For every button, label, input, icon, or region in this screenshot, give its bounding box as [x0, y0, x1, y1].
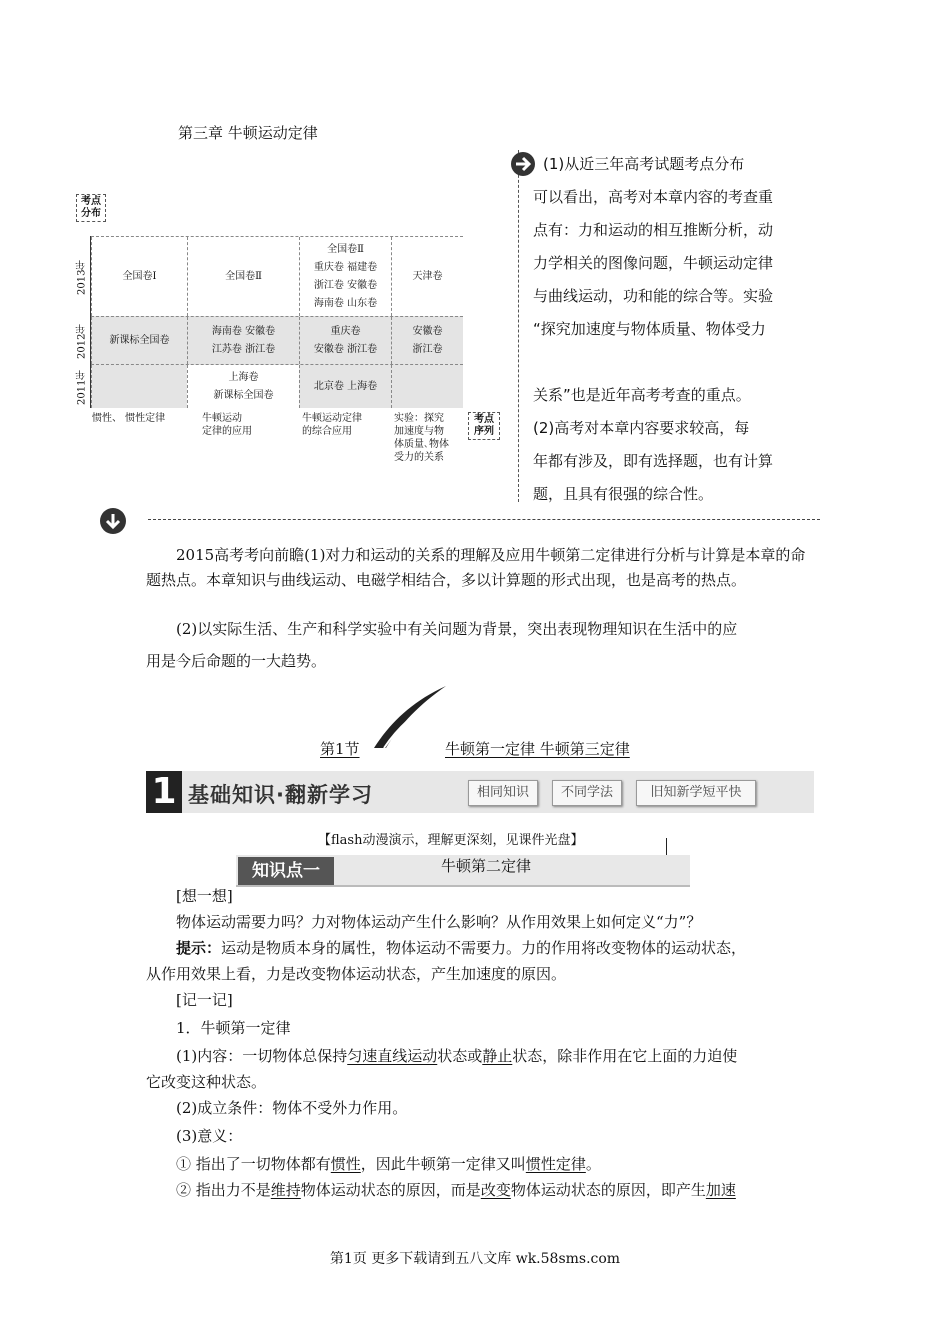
- analysis-line: 力学相关的图像问题，牛顿运动定律: [533, 254, 774, 272]
- law-content-line: (1)内容：一切物体总保持匀速直线运动状态或静止状态，除非作用在它上面的力迫使: [176, 1047, 738, 1065]
- law-condition: (2)成立条件：物体不受外力作用。: [176, 1099, 408, 1117]
- chip-different-method[interactable]: 不同学法: [552, 780, 622, 806]
- analysis-line: 与曲线运动，功和能的综合等。实验: [533, 287, 774, 305]
- table-cell: 天津卷: [391, 237, 463, 316]
- blank-answer: 惯性定律: [525, 1155, 586, 1173]
- table-cell: 北京卷 上海卷: [299, 365, 391, 408]
- table-cell: 安徽卷 浙江卷: [391, 317, 463, 364]
- table-cell: [391, 365, 463, 408]
- knowledge-point-title: 牛顿第二定律: [441, 857, 532, 875]
- category-label: 牛顿运动定律 的综合应用: [302, 413, 362, 437]
- page-footer: 第1页 更多下载请到五八文库 wk.58sms.com: [329, 1251, 621, 1267]
- hint-text: 运动是物质本身的属性，物体运动不需要力。力的作用将改变物体的运动状态，: [221, 939, 747, 957]
- blank-answer: 惯性: [330, 1155, 361, 1173]
- table-cell: 重庆卷 安徽卷 浙江卷: [299, 317, 391, 364]
- hint-label: 提示：: [176, 939, 222, 957]
- law-title: 1．牛顿第一定律: [176, 1019, 291, 1037]
- row-2013: [76, 236, 463, 316]
- year-label: 2011年: [76, 369, 88, 405]
- row-2011: [76, 364, 463, 408]
- arrow-right-icon: [511, 152, 535, 176]
- table-cell: 全国卷Ⅱ: [187, 237, 299, 316]
- forecast-paragraph-1: 2015高考考向前瞻(1)对力和运动的关系的理解及应用牛顿第二定律进行分析与计算是本章的命题热点。本章知识与曲线运动、电磁学相结合，多以计算题的形式出现，也是高考的热点。: [146, 546, 806, 589]
- table-cell: 上海卷 新课标全国卷: [187, 365, 299, 408]
- swoosh-decoration: [370, 684, 450, 750]
- analysis-line: 可以看出，高考对本章内容的考查重: [533, 188, 774, 206]
- banner-title: 基础知识·翻新学习: [188, 783, 373, 807]
- analysis-line: (2)高考对本章内容要求较高，每: [533, 419, 750, 437]
- meaning-item-2: ② 指出力不是维持物体运动状态的原因，而是改变物体运动状态的原因，即产生加速: [176, 1181, 736, 1199]
- category-label: 牛顿运动 定律的应用: [202, 413, 252, 437]
- blank-answer: 匀速直线运动: [347, 1047, 438, 1065]
- year-label: 2013年: [76, 259, 88, 295]
- hint-continuation: 从作用效果上看，力是改变物体运动状态，产生加速度的原因。: [146, 965, 567, 983]
- law-content-continuation: 它改变这种状态。: [146, 1073, 267, 1091]
- analysis-line: “探究加速度与物体质量、物体受力: [533, 320, 766, 338]
- analysis-line: (1)从近三年高考试题考点分布: [543, 155, 745, 173]
- analysis-line: 关系”也是近年高考考查的重点。: [533, 386, 751, 404]
- blank-answer: 维持: [270, 1181, 301, 1199]
- question-text: 物体运动需要力吗？力对物体运动产生什么影响？从作用效果上如何定义“力”？: [176, 913, 702, 931]
- remember-heading: [记一记]: [176, 991, 233, 1009]
- distribution-tag: 考点 分布: [76, 194, 106, 222]
- exam-distribution-table: [72, 192, 504, 502]
- table-cell: 全国卷Ⅰ: [91, 237, 187, 316]
- section-title: 牛顿第一定律 牛顿第三定律: [445, 740, 630, 758]
- analysis-line: 点有：力和运动的相互推断分析，动: [533, 221, 774, 239]
- flash-note: 【flash动漫演示，理解更深刻，见课件光盘】: [318, 833, 584, 848]
- knowledge-point-bar: [236, 855, 690, 887]
- law-meaning: (3)意义：: [176, 1127, 243, 1145]
- analysis-line: 题，且具有很强的综合性。: [533, 485, 714, 503]
- chip-same-knowledge[interactable]: 相同知识: [468, 780, 538, 806]
- category-label: 实验：探究 加速度与物 体质量､物体 受力的关系: [394, 413, 449, 463]
- distribution-grid: [76, 236, 462, 408]
- sequence-tag: 考点 序列: [468, 412, 500, 440]
- blank-answer: 加速: [705, 1181, 736, 1199]
- chip-review-fast[interactable]: 旧知新学短平快: [636, 780, 756, 806]
- year-label: 2012年: [76, 323, 88, 359]
- row-2012: [76, 316, 463, 364]
- analysis-line: 年都有涉及，即有选择题，也有计算: [533, 452, 774, 470]
- forecast-paragraph-2-cont: 用是今后命题的一大趋势。: [146, 652, 327, 670]
- analysis-column: [518, 150, 818, 502]
- think-heading: [想一想]: [176, 887, 233, 905]
- table-cell: 全国卷Ⅱ 重庆卷 福建卷 浙江卷 安徽卷 海南卷 山东卷: [299, 237, 391, 316]
- banner-number: 1: [146, 771, 182, 813]
- category-label: 惯性、 惯性定律: [92, 413, 166, 424]
- meaning-item-1: ① 指出了一切物体都有惯性，因此牛顿第一定律又叫惯性定律。: [176, 1155, 601, 1173]
- hint-line: [176, 936, 848, 961]
- chapter-title: 第三章 牛顿运动定律: [178, 124, 318, 142]
- arrow-down-icon: [100, 508, 126, 534]
- forecast-paragraph-2: (2)以实际生活、生产和科学实验中有关问题为背景，突出表现物理知识在生活中的应: [176, 620, 738, 638]
- table-cell: [91, 365, 187, 408]
- blank-answer: 静止: [482, 1047, 513, 1065]
- dashed-divider: [148, 519, 820, 520]
- section-number: 第1节: [320, 740, 360, 758]
- blank-answer: 改变: [480, 1181, 511, 1199]
- table-cell: 新课标全国卷: [91, 317, 187, 364]
- table-cell: 海南卷 安徽卷 江苏卷 浙江卷: [187, 317, 299, 364]
- knowledge-point-label: 知识点一: [238, 857, 334, 885]
- section-banner: [146, 771, 814, 813]
